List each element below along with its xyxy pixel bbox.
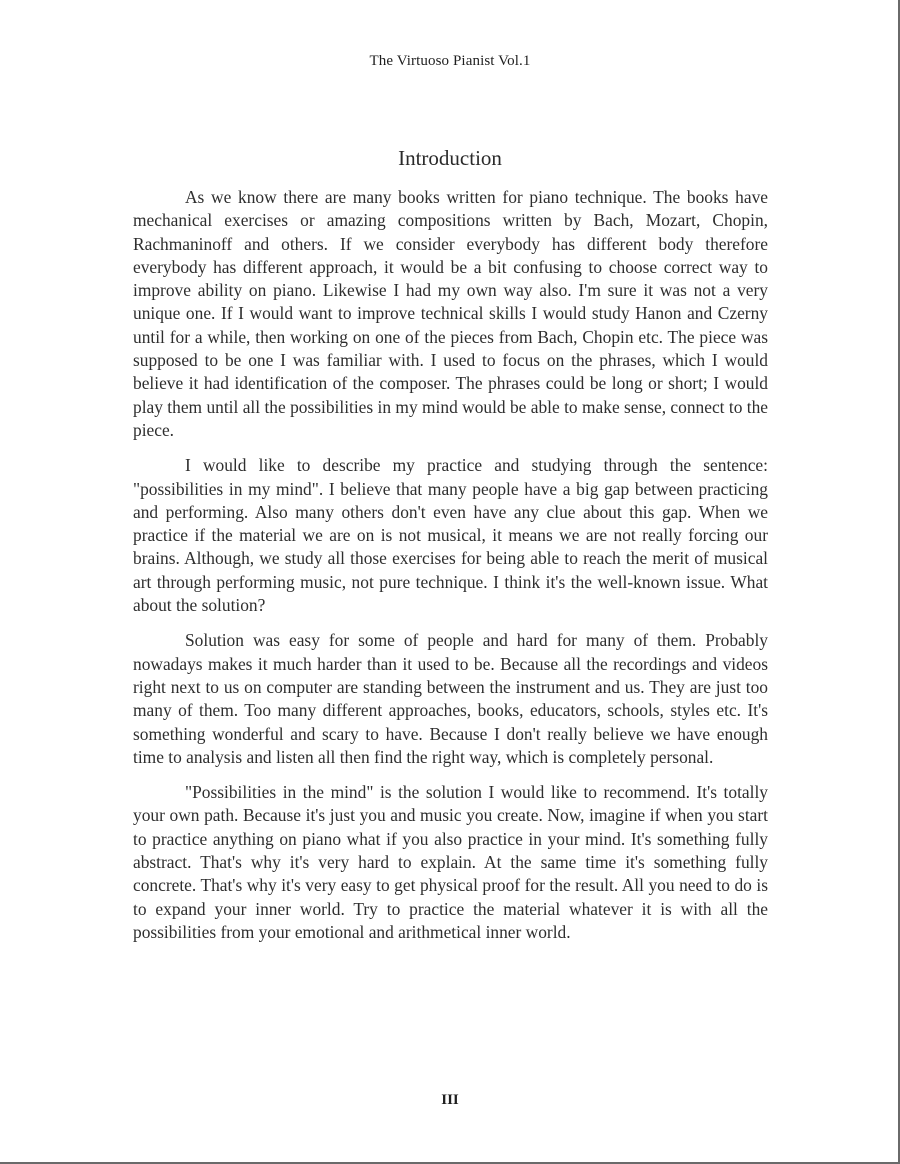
paragraph-1: As we know there are many books written for piano technique. The books have mechanical exercises or amazing compositions written by Bach, Mozart, Chopin, Rachmaninoff and others. If we consider everybody has different body therefore everybody has different approach, it would be a bit confusing to choose correct way to improve ability on piano. Likewise I had my own way also. I'm sure it was not a very unique one. If I would want to improve technical skills I would study Hanon and Czerny until for a while, then working on one of the pieces from Bach, Chopin etc. The piece was supposed to be one I was familiar with. I used to focus on the phrases, which I would believe it had identification of the composer. The phrases could be long or short; I would play them until all the possibilities in my mind would be able to make sense, connect to the piece. — [133, 187, 768, 440]
page-number: III — [441, 1092, 459, 1108]
chapter-title: Introduction — [398, 146, 502, 170]
body-text — [133, 186, 768, 956]
paragraph-3: Solution was easy for some of people and hard for many of them. Probably nowadays makes it much harder than it used to be. Because all the recordings and videos right next to us on computer are standing between the instrument and us. They are just too many of them. Too many different approaches, books, educators, schools, styles etc. It's something wonderful and scary to have. Because I don't really believe we have enough time to analysis and listen all then find the right way, which is completely personal. — [133, 630, 768, 767]
paragraph-4: "Possibilities in the mind" is the solution I would like to recommend. It's totally your own path. Because it's just you and music you create. Now, imagine if when you start to practice anything on piano what if you also practice in your mind. It's something fully abstract. That's why it's very hard to explain. At the same time it's something fully concrete. That's why it's very easy to get physical proof for the result. All you need to do is to expand your inner world. Try to practice the material whatever it is with all the possibilities from your emotional and arithmetical inner world. — [133, 782, 768, 942]
running-header: The Virtuoso Pianist Vol.1 — [369, 53, 531, 69]
paragraph-2: I would like to describe my practice and studying through the sentence: "possibilities in my mind". I believe that many people have a big gap between practicing and performing. Also many others don't even have any clue about this gap. When we practice if the material we are on is not musical, it means we are not really forcing our brains. Although, we study all those exercises for being able to reach the merit of musical art through performing music, not pure technique. I think it's the well-known issue. What about the solution? — [133, 455, 768, 616]
